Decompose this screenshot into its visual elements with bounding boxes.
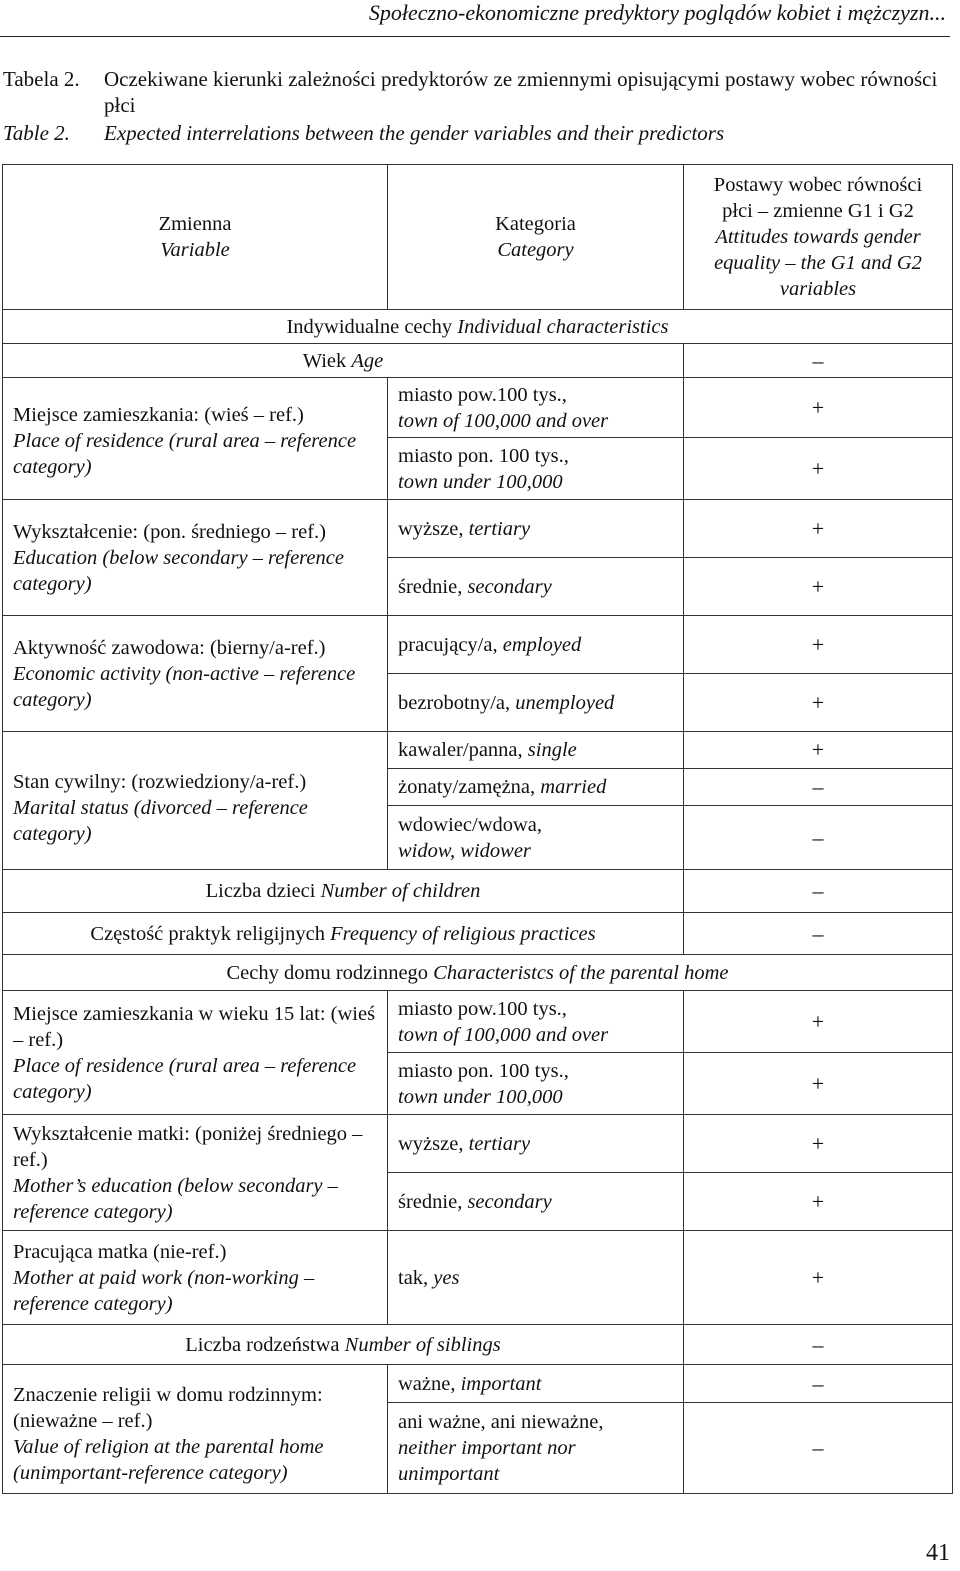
section-parental	[3, 955, 953, 991]
religion-value-cat2-pl: ani ważne, ani nieważne,	[398, 1411, 604, 1433]
section-row	[3, 310, 953, 344]
residence15-cat-1	[388, 991, 684, 1053]
education-cat-1	[388, 500, 684, 558]
residence-var-en: Place of residence (rural area – reference category)	[13, 430, 357, 478]
header-variable-pl: Zmienna	[158, 213, 232, 235]
activity-sign-2: +	[684, 674, 953, 732]
religion-value-cat2-en: neither important nor unimportant	[398, 1437, 576, 1485]
mother-edu-sign-1: +	[684, 1115, 953, 1173]
marital-cat-2	[388, 769, 684, 806]
table-row	[3, 1365, 953, 1403]
marital-var-en: Marital status (divorced – reference category)	[13, 796, 308, 845]
marital-cat-1	[388, 732, 684, 769]
caption-text-en: Expected interrelations between the gender variables and their predictors	[104, 121, 725, 145]
marital-cat1-en: single	[527, 739, 577, 761]
table-row	[3, 870, 953, 913]
caption-label-en: Table 2.	[3, 121, 70, 145]
section-parental-en: Characteristcs of the parental home	[433, 961, 729, 984]
residence15-cat1-pl: miasto pow.100 tys.,	[398, 997, 567, 1020]
marital-sign-3: –	[684, 806, 953, 870]
religion-value-cat1-en: important	[460, 1372, 542, 1395]
religious-en: Frequency of religious practices	[330, 922, 596, 945]
residence15-sign-2: +	[684, 1053, 953, 1115]
residence-sign-2: +	[684, 438, 953, 500]
header-category-pl: Kategoria	[495, 213, 576, 235]
activity-cat2-pl: bezrobotny/a,	[398, 691, 511, 714]
education-cat1-pl: wyższe,	[398, 517, 464, 540]
religion-value-sign-2: –	[684, 1403, 953, 1494]
residence-var-pl: Miejsce zamieszkania: (wieś – ref.)	[13, 404, 304, 426]
religion-value-cat1-pl: ważne,	[398, 1372, 456, 1395]
religion-value-var-pl: Znaczenie religii w domu rodzinnym: (nieważne – ref.)	[13, 1384, 323, 1432]
section-row	[3, 955, 953, 991]
header-row	[3, 165, 953, 310]
table-row	[3, 378, 953, 438]
education-sign-2: +	[684, 558, 953, 616]
table-row	[3, 500, 953, 558]
activity-sign-1: +	[684, 616, 953, 674]
activity-cat-2	[388, 674, 684, 732]
education-var-pl: Wykształcenie: (pon. średniego – ref.)	[13, 520, 326, 543]
mother-work-sign-1: +	[684, 1231, 953, 1325]
table-caption-pl	[0, 66, 955, 118]
mother-work-var-en: Mother at paid work (non-working – reference category)	[13, 1266, 315, 1315]
table-row	[3, 344, 953, 378]
marital-var-pl: Stan cywilny: (rozwiedziony/a-ref.)	[13, 770, 307, 793]
marital-cat2-en: married	[540, 776, 607, 798]
page-number: 41	[926, 1540, 950, 1566]
education-cat-2	[388, 558, 684, 616]
activity-cat-1	[388, 616, 684, 674]
marital-cat-3	[388, 806, 684, 870]
running-head: Społeczno-ekonomiczne predyktory poglądów kobiet i mężczyzn...	[0, 0, 950, 37]
age-sign: –	[684, 344, 953, 378]
religious-pl: Częstość praktyk religijnych	[90, 922, 325, 945]
mother-work-cat1-pl: tak,	[398, 1266, 429, 1289]
mother-edu-var-en: Mother’s education (below secondary – reference category)	[13, 1174, 338, 1223]
section-individual-en: Individual characteristics	[457, 315, 669, 338]
marital-cat1-pl: kawaler/panna,	[398, 739, 523, 761]
residence-cat-2	[388, 438, 684, 500]
marital-cat3-pl: wdowiec/wdowa,	[398, 813, 543, 836]
residence-cat2-en: town under 100,000	[398, 470, 563, 493]
residence-variable	[3, 378, 388, 500]
mother-work-cat1-en: yes	[433, 1266, 460, 1289]
mother-edu-sign-2: +	[684, 1173, 953, 1231]
residence-cat-1	[388, 378, 684, 438]
residence15-variable	[3, 991, 388, 1115]
activity-var-en: Economic activity (non-active – reference category)	[13, 662, 356, 711]
residence15-var-en: Place of residence (rural area – reference category)	[13, 1054, 357, 1103]
religion-value-sign-1: –	[684, 1365, 953, 1403]
mother-edu-cat1-en: tertiary	[468, 1132, 531, 1155]
marital-cat3-en: widow, widower	[398, 839, 531, 862]
children-sign: –	[684, 870, 953, 913]
mother-edu-cat2-pl: średnie,	[398, 1190, 463, 1213]
siblings-en: Number of siblings	[344, 1333, 501, 1356]
residence-cat1-pl: miasto pow.100 tys.,	[398, 383, 567, 406]
age-label	[3, 344, 684, 378]
religion-value-cat-2	[388, 1403, 684, 1494]
header-variable	[3, 165, 388, 310]
residence15-cat2-pl: miasto pon. 100 tys.,	[398, 1059, 569, 1082]
mother-work-variable	[3, 1231, 388, 1325]
mother-work-cat-1	[388, 1231, 684, 1325]
education-cat2-pl: średnie,	[398, 575, 463, 598]
mother-edu-cat1-pl: wyższe,	[398, 1132, 464, 1155]
predictors-table	[2, 164, 953, 1494]
activity-var-pl: Aktywność zawodowa: (bierny/a-ref.)	[13, 636, 326, 659]
mother-work-var-pl: Pracująca matka (nie-ref.)	[13, 1240, 227, 1263]
activity-cat2-en: unemployed	[515, 691, 615, 714]
table-row	[3, 991, 953, 1053]
residence15-sign-1: +	[684, 991, 953, 1053]
section-parental-pl: Cechy domu rodzinnego	[226, 961, 429, 984]
religious-label	[3, 913, 684, 955]
mother-edu-cat-1	[388, 1115, 684, 1173]
header-attitudes-pl: Postawy wobec równości płci – zmienne G1 i G2	[713, 174, 923, 222]
residence15-cat-2	[388, 1053, 684, 1115]
caption-label-pl: Tabela 2.	[3, 67, 80, 91]
education-cat2-en: secondary	[467, 575, 552, 598]
mother-edu-variable	[3, 1115, 388, 1231]
residence-cat1-en: town of 100,000 and over	[398, 409, 609, 432]
education-sign-1: +	[684, 500, 953, 558]
table-row	[3, 732, 953, 769]
section-individual-pl: Indywidualne cechy	[286, 315, 453, 338]
header-category-en: Category	[497, 239, 574, 261]
header-attitudes	[684, 165, 953, 310]
mother-edu-cat2-en: secondary	[467, 1190, 552, 1213]
marital-sign-2: –	[684, 769, 953, 806]
table-row	[3, 1231, 953, 1325]
siblings-label	[3, 1325, 684, 1365]
table-row	[3, 616, 953, 674]
marital-variable	[3, 732, 388, 870]
religion-value-var-en: Value of religion at the parental home (unimportant-reference category)	[13, 1436, 324, 1484]
religion-value-cat-1	[388, 1365, 684, 1403]
residence15-cat2-en: town under 100,000	[398, 1085, 563, 1108]
age-pl: Wiek	[302, 349, 347, 372]
table-row	[3, 1115, 953, 1173]
mother-edu-var-pl: Wykształcenie matki: (poniżej średniego – ref.)	[13, 1122, 363, 1171]
religion-value-variable	[3, 1365, 388, 1494]
children-pl: Liczba dzieci	[205, 880, 316, 902]
residence-cat2-pl: miasto pon. 100 tys.,	[398, 444, 569, 467]
mother-edu-cat-2	[388, 1173, 684, 1231]
header-category	[388, 165, 684, 310]
marital-cat2-pl: żonaty/zamężna,	[398, 776, 536, 798]
caption-text-pl: Oczekiwane kierunki zależności predyktorów ze zmiennymi opisującymi postawy wobec równości płci	[104, 67, 938, 117]
table-row	[3, 1325, 953, 1365]
activity-cat1-en: employed	[502, 633, 582, 656]
age-en: Age	[351, 349, 384, 372]
residence15-cat1-en: town of 100,000 and over	[398, 1023, 609, 1046]
residence-sign-1: +	[684, 378, 953, 438]
activity-cat1-pl: pracujący/a,	[398, 633, 498, 656]
children-en: Number of children	[320, 880, 481, 902]
table-row	[3, 913, 953, 955]
siblings-pl: Liczba rodzeństwa	[185, 1333, 340, 1356]
siblings-sign: –	[684, 1325, 953, 1365]
section-individual	[3, 310, 953, 344]
education-cat1-en: tertiary	[468, 517, 531, 540]
residence15-var-pl: Miejsce zamieszkania w wieku 15 lat: (wieś – ref.)	[13, 1002, 376, 1051]
religious-sign: –	[684, 913, 953, 955]
children-label	[3, 870, 684, 913]
header-attitudes-en: Attitudes towards gender equality – the G1 and G2 variables	[714, 226, 922, 300]
activity-variable	[3, 616, 388, 732]
header-variable-en: Variable	[160, 239, 230, 261]
education-var-en: Education (below secondary – reference category)	[13, 546, 344, 595]
marital-sign-1: +	[684, 732, 953, 769]
education-variable	[3, 500, 388, 616]
table-caption-en	[0, 120, 955, 146]
